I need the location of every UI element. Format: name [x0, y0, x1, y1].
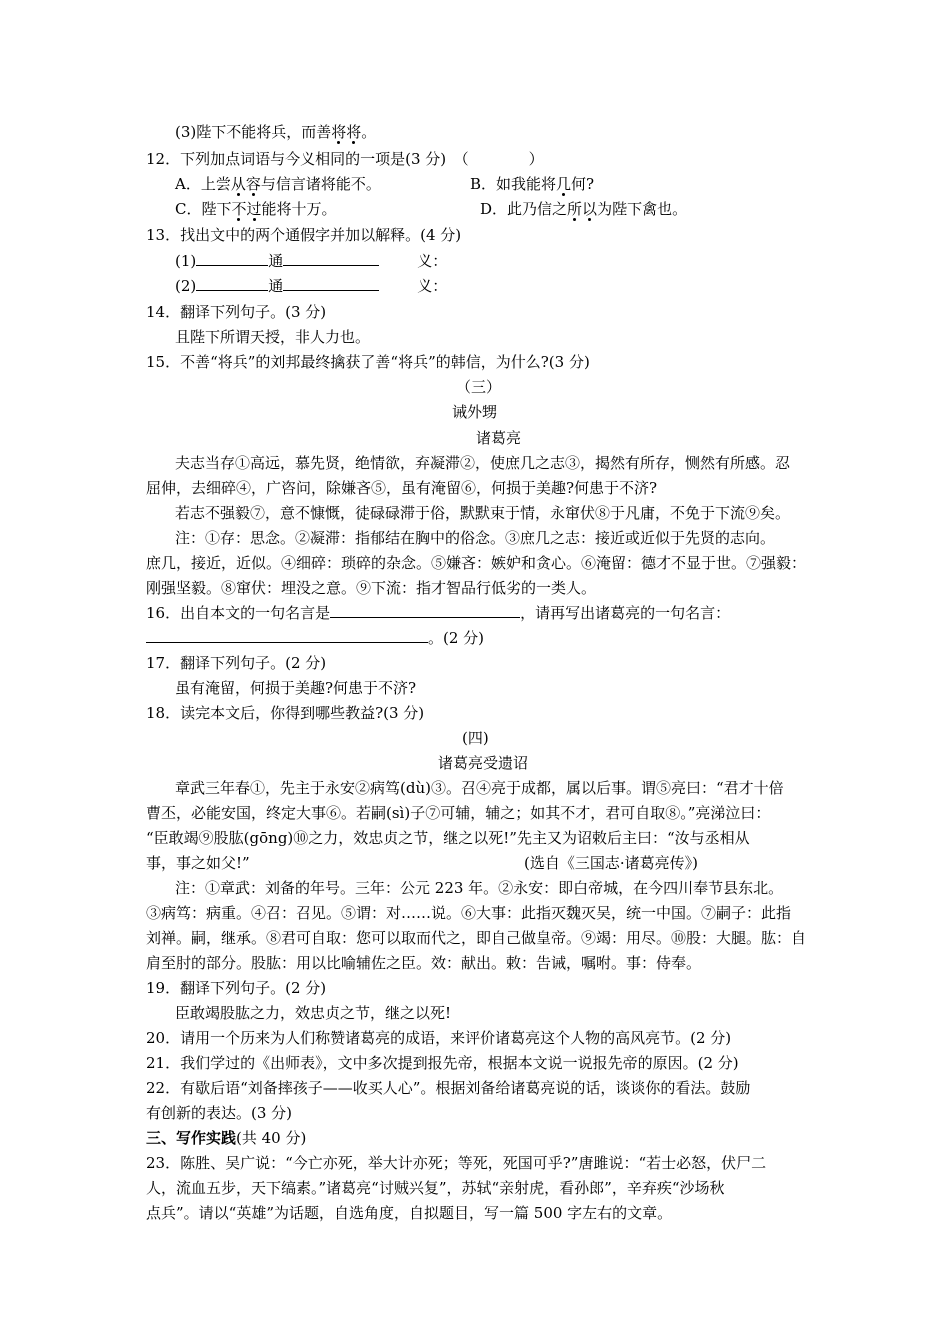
- q12-option-d[interactable]: D．此乃信之所以为陛下禽也。: [480, 200, 688, 218]
- q13-stem: 13．找出文中的两个通假字并加以解释。(4 分): [146, 226, 462, 244]
- section-4-paragraph: 曹丕，必能安国，终定大事⑥。若嗣(sì)子⑦可辅，辅之；如其不才，君可自取⑧。”亮涕泣曰：: [146, 804, 771, 822]
- answer-blank[interactable]: [330, 601, 520, 618]
- q12-option-b[interactable]: B．如我能将几何?: [470, 175, 595, 193]
- q17-sentence: 虽有淹留，何损于美趣?何患于不济?: [175, 679, 417, 697]
- q14-stem: 14．翻译下列句子。(3 分): [146, 303, 327, 321]
- q18-stem: 18．读完本文后，你得到哪些教益?(3 分): [146, 704, 425, 722]
- q17-stem: 17．翻译下列句子。(2 分): [146, 654, 327, 672]
- q21-stem: 21．我们学过的《出师表》，文中多次提到报先帝，根据本文说一说报先帝的原因。(2 分): [146, 1054, 739, 1072]
- section-4-paragraph: 章武三年春①，先主于永安②病笃(dù)③。召④亮于成都，属以后事。谓⑤亮曰：“君才十倍: [175, 779, 784, 797]
- q22-stem: 有创新的表达。(3 分): [146, 1104, 293, 1122]
- q22-stem: 22．有歇后语“刘备摔孩子——收买人心”。根据刘备给诸葛亮说的话，谈谈你的看法。鼓励: [146, 1079, 751, 1097]
- section-4-heading: (四): [462, 729, 489, 747]
- q12-option-c[interactable]: C．陛下不过能将十万。: [175, 200, 337, 218]
- section-4-paragraph: 事，事之如父!”: [146, 854, 250, 872]
- q13-row-1: (1) 通 义：: [175, 249, 447, 274]
- answer-blank[interactable]: [283, 249, 379, 266]
- section-3-title: 诫外甥: [452, 403, 498, 421]
- answer-blank[interactable]: [283, 274, 379, 291]
- section-3-notes: 注：①存：思念。②凝滞：指郁结在胸中的俗念。③庶几之志：接近或近似于先贤的志向。: [175, 529, 776, 547]
- answer-blank[interactable]: [196, 274, 268, 291]
- section-3-author: 诸葛亮: [476, 429, 522, 447]
- q23-stem: 人，流血五步，天下缟素。”诸葛亮“讨贼兴复”，苏轼“亲射虎，看孙郎”，辛弃疾“沙场秋: [146, 1179, 725, 1197]
- section-4-notes: 肩至肘的部分。股肱：用以比喻辅佐之臣。效：献出。敕：告诫，嘱咐。事：侍奉。: [146, 954, 702, 972]
- section-4-notes: 注：①章武：刘备的年号。三年：公元 223 年。②永安：即白帝城，在今四川奉节县东北。: [175, 879, 784, 897]
- q19-stem: 19．翻译下列句子。(2 分): [146, 979, 327, 997]
- q16-continued: 。(2 分): [146, 626, 484, 651]
- section-3-paragraph: 若志不强毅⑦，意不慷慨，徒碌碌滞于俗，默默束于情，永窜伏⑧于凡庸，不免于下流⑨矣。: [175, 504, 791, 522]
- section-4-source: (选自《三国志·诸葛亮传》): [524, 854, 698, 872]
- q15-stem: 15．不善“将兵”的刘邦最终擒获了善“将兵”的韩信，为什么?(3 分): [146, 353, 590, 371]
- part-3-heading: 三、写作实践(共 40 分): [146, 1129, 307, 1147]
- section-3-paragraph: 夫志当存①高远，慕先贤，绝情欲，弃凝滞②，使庶几之志③，揭然有所存，恻然有所感。忍: [175, 454, 791, 472]
- q13-row-2: (2) 通 义：: [175, 274, 447, 299]
- section-3-heading: （三）: [456, 378, 502, 396]
- q14-sentence: 且陛下所谓天授，非人力也。: [175, 328, 371, 346]
- q12-stem: 12．下列加点词语与今义相同的一项是(3 分) （ ）: [146, 150, 544, 168]
- q11-item-3: (3)陛下不能将兵，而善将将。: [175, 123, 377, 141]
- q20-stem: 20．请用一个历来为人们称赞诸葛亮的成语，来评价诸葛亮这个人物的高风亮节。(2 分): [146, 1029, 732, 1047]
- section-3-notes: 庶几，接近，近似。④细碎：琐碎的杂念。⑤嫌吝：嫉妒和贪心。⑥淹留：德才不显于世。⑦强毅：: [146, 554, 807, 572]
- q16-stem: 16．出自本文的一句名言是 ，请再写出诸葛亮的一句名言：: [146, 601, 730, 626]
- q23-stem: 23．陈胜、吴广说：“今亡亦死，举大计亦死；等死，死国可乎?”唐雎说：“若士必怒，伏尸二: [146, 1154, 767, 1172]
- answer-blank[interactable]: [146, 626, 428, 643]
- section-4-notes: ③病笃：病重。④召：召见。⑤谓：对……说。⑥大事：此指灭魏灭吴，统一中国。⑦嗣子：此指: [146, 904, 792, 922]
- section-4-paragraph: “臣敢竭⑨股肱(gōng)⑩之力，效忠贞之节，继之以死!”先主又为诏敕后主曰：“汝与丞相从: [146, 829, 750, 847]
- q12-option-a[interactable]: A．上尝从容与信言诸将能不。: [175, 175, 381, 193]
- section-4-notes: 刘禅。嗣，继承。⑧君可自取：您可以取而代之，即自己做皇帝。⑨竭：用尽。⑩股：大腿。肱：自: [146, 929, 807, 947]
- section-4-title: 诸葛亮受遗诏: [438, 754, 529, 772]
- q23-stem: 点兵”。请以“英雄”为话题，自选角度，自拟题目，写一篇 500 字左右的文章。: [146, 1204, 673, 1222]
- q19-sentence: 臣敢竭股肱之力，效忠贞之节，继之以死!: [175, 1004, 452, 1022]
- section-3-notes: 刚强坚毅。⑧窜伏：埋没之意。⑨下流：指才智品行低劣的一类人。: [146, 579, 597, 597]
- section-3-paragraph: 屈伸，去细碎④，广咨问，除嫌吝⑤，虽有淹留⑥，何损于美趣?何患于不济?: [146, 479, 658, 497]
- answer-blank[interactable]: [196, 249, 268, 266]
